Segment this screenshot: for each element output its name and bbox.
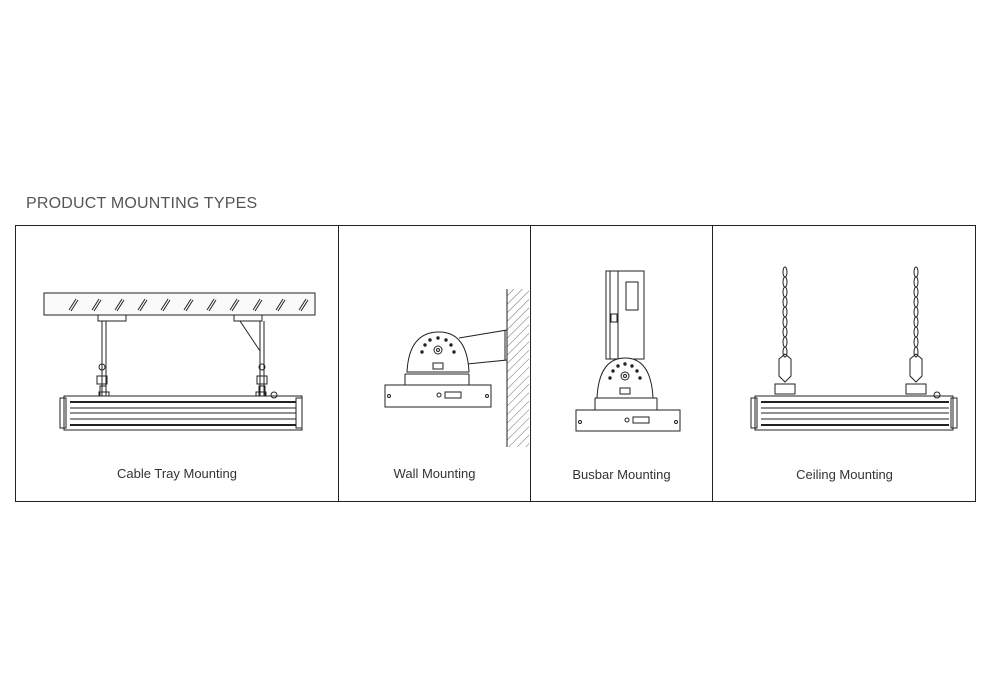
caption-wall: Wall Mounting [393,466,476,481]
cable-tray-drawing [16,226,338,502]
caption-cable-tray: Cable Tray Mounting [117,466,237,481]
tray-bracket-left [97,315,126,396]
wall-mount-drawing [339,226,531,502]
caption-busbar: Busbar Mounting [572,467,671,482]
luminaire-ceiling [751,392,957,430]
panel-ceiling [712,226,976,501]
panel-cable-tray [16,226,338,501]
chain-left [775,267,795,394]
chain-right [906,267,926,394]
busbar-mount-drawing [531,226,713,502]
wall-section [507,289,529,447]
cable-tray [44,293,315,315]
panel-busbar [530,226,712,501]
caption-ceiling: Ceiling Mounting [796,467,893,482]
busbar-hub [597,358,653,398]
luminaire-wall [385,374,491,407]
busbar-bracket [606,271,644,359]
tray-bracket-right [234,315,267,396]
section-title: PRODUCT MOUNTING TYPES [26,195,258,212]
luminaire-busbar [576,398,680,431]
mounting-types-frame [15,225,976,502]
ceiling-mount-drawing [713,226,977,502]
luminaire-cable-tray [60,392,302,430]
panel-wall [338,226,530,501]
